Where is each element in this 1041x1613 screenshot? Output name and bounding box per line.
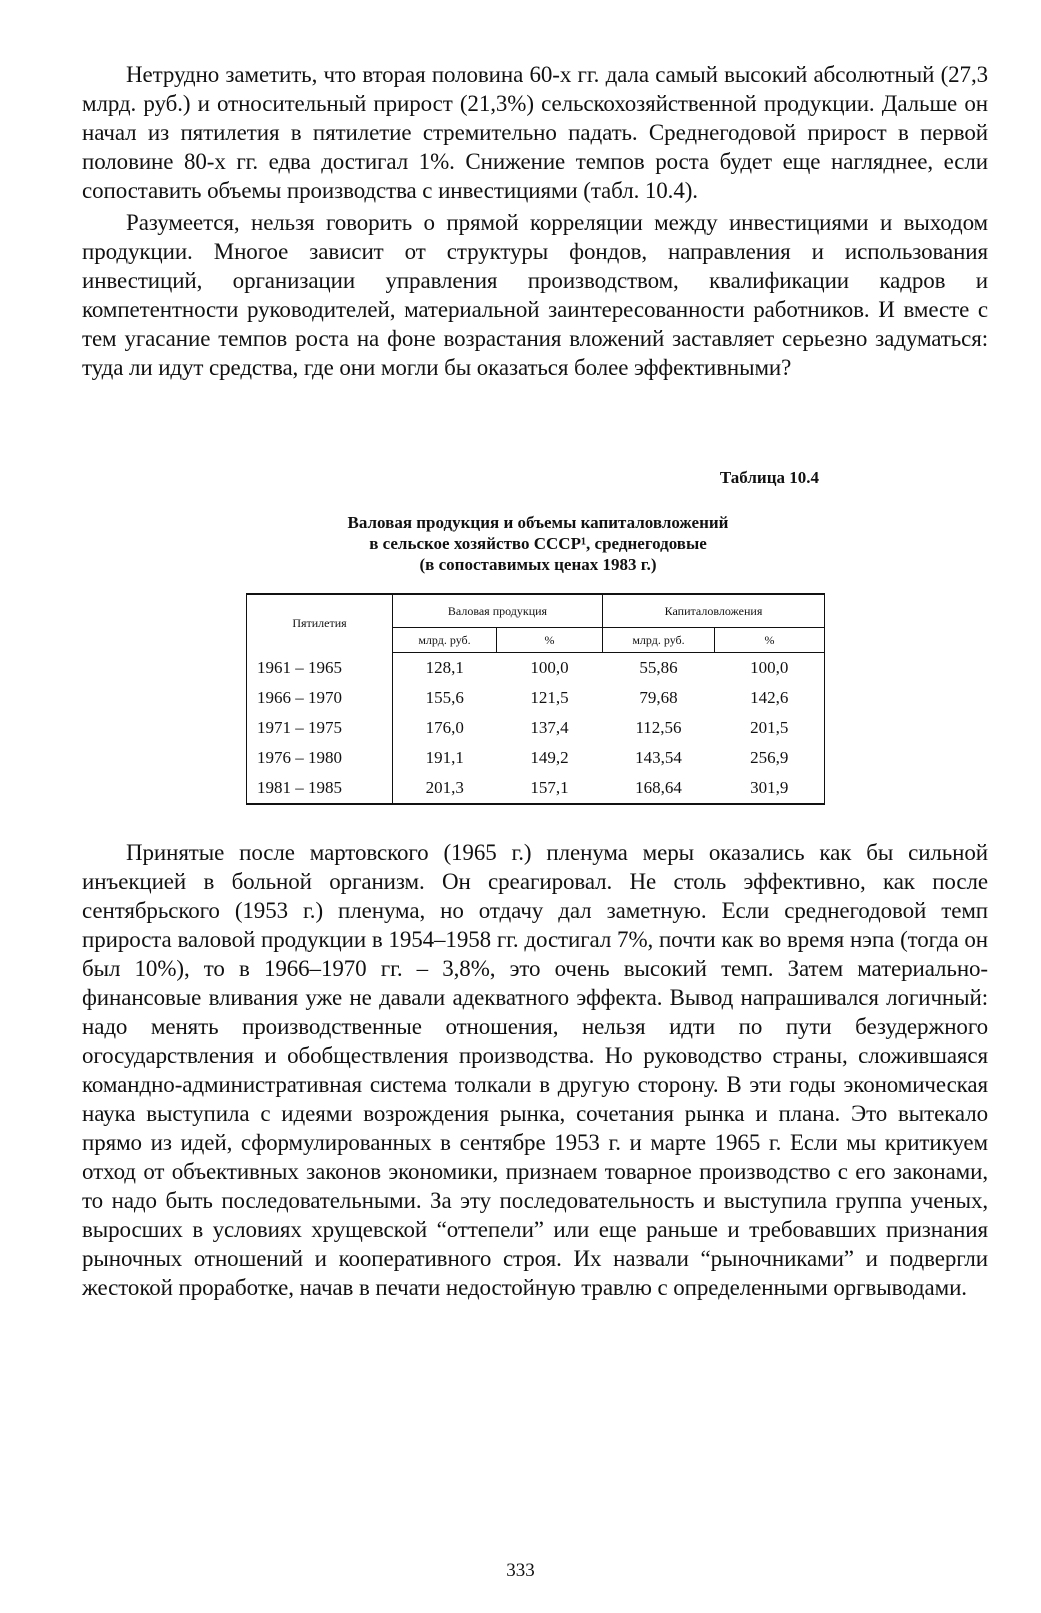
text-block-bottom bbox=[82, 838, 988, 1302]
cell-gross-pct: 137,4 bbox=[530, 718, 569, 737]
table-title-line: (в сопоставимых ценах 1983 г.) bbox=[419, 555, 657, 574]
header-investments: Капиталовложения bbox=[603, 594, 825, 628]
cell-gross-bn: 191,1 bbox=[425, 748, 464, 767]
cell-period: 1971 – 1975 bbox=[247, 713, 393, 743]
subheader-invest-bn: млрд. руб. bbox=[603, 628, 715, 653]
cell-invest-bn: 55,86 bbox=[639, 658, 678, 677]
header-gross-output: Валовая продукция bbox=[393, 594, 603, 628]
table-row bbox=[247, 683, 825, 713]
cell-gross-pct: 100,0 bbox=[530, 658, 569, 677]
cell-gross-bn: 155,6 bbox=[425, 688, 464, 707]
subheader-gross-pct: % bbox=[497, 628, 603, 653]
table-title bbox=[250, 512, 826, 575]
cell-invest-pct: 142,6 bbox=[750, 688, 789, 707]
cell-gross-bn: 201,3 bbox=[393, 773, 497, 804]
table-row bbox=[247, 713, 825, 743]
table-title-line: Валовая продукция и объемы капиталовложений bbox=[347, 513, 729, 532]
paragraph: Нетрудно заметить, что вторая половина 60-х гг. дала самый высокий абсолютный (27,3 млрд. руб.) и относительный прирост (21,3%) сельскохозяйственной продукции. Дальше он начал из пятилетия в пятилетие стремительно падать. Среднегодовой прирост в первой половине 80-х гг. едва достигал 1%. Снижение темпов роста будет еще нагляднее, если сопоставить объемы производства с инвестициями (табл. 10.4). bbox=[82, 62, 988, 203]
cell-invest-pct: 100,0 bbox=[750, 658, 789, 677]
subheader-gross-bn: млрд. руб. bbox=[393, 628, 497, 653]
text-block-top bbox=[82, 60, 988, 382]
cell-invest-pct: 301,9 bbox=[715, 773, 825, 804]
table-row bbox=[247, 653, 825, 684]
page-number: 333 bbox=[506, 1560, 535, 1581]
table-title-line: в сельское хозяйство СССР¹, среднегодовые bbox=[369, 534, 707, 553]
paragraph: Принятые после мартовского (1965 г.) пленума меры оказались как бы сильной инъекцией в больной организм. Он среагировал. Не столь эффективно, как после сентябрьского (1953 г.) пленума, но отдачу дал заметную. Если среднегодовой темп прироста валовой продукции в 1954–1958 гг. достигал 7%, почти как во время нэпа (тогда он был 10%), то в 1966–1970 гг. – 3,8%, это очень высокий темп. Затем материально-финансовые вливания уже не давали адекватного эффекта. Вывод напрашивался логичный: надо менять производственные отношения, нельзя идти по пути безудержного огосударствления и обобществления производства. Но руководство страны, сложившаяся командно-административная система толкали в другую сторону. В эти годы экономическая наука выступила с идеями возрождения рынка, сочетания рынка и плана. Это вытекало прямо из идей, сформулированных в сентябре 1953 г. и марте 1965 г. Если мы критикуем отход от объективных законов экономики, признаем товарное производство с его законами, то надо быть последовательными. За эту последовательность и выступила группа ученых, выросших в условиях хрущевской “оттепели” или еще раньше и требовавших признания рыночных отношений и кооперативного строя. Их назвали “рыночниками” и подвергли жестокой проработке, начав в печати недостойную травлю с определенными оргвыводами. bbox=[82, 840, 988, 1300]
table-row bbox=[247, 743, 825, 773]
cell-invest-bn: 79,68 bbox=[639, 688, 678, 707]
cell-gross-pct: 157,1 bbox=[497, 773, 603, 804]
cell-invest-bn: 143,54 bbox=[635, 748, 682, 767]
cell-period: 1976 – 1980 bbox=[247, 743, 393, 773]
data-table-container bbox=[246, 593, 824, 805]
cell-period: 1961 – 1965 bbox=[247, 653, 393, 684]
cell-gross-bn: 176,0 bbox=[425, 718, 464, 737]
table-number: Таблица 10.4 bbox=[719, 468, 819, 487]
cell-invest-pct: 201,5 bbox=[750, 718, 789, 737]
paragraph: Разумеется, нельзя говорить о прямой корреляции между инвестициями и выходом продукции. Многое зависит от структуры фондов, направления и использования инвестиций, организации управления производством, квалификации кадров и компетентности руководителей, материальной заинтересованности работников. И вместе с тем угасание темпов роста на фоне возрастания вложений заставляет серьезно задуматься: туда ли идут средства, где они могли бы оказаться более эффективными? bbox=[82, 210, 988, 380]
subheader-invest-pct: % bbox=[715, 628, 825, 653]
cell-gross-bn: 128,1 bbox=[425, 658, 464, 677]
table-row bbox=[247, 773, 825, 804]
cell-invest-pct: 256,9 bbox=[750, 748, 789, 767]
cell-period: 1966 – 1970 bbox=[247, 683, 393, 713]
cell-period: 1981 – 1985 bbox=[247, 773, 393, 804]
header-period: Пятилетия bbox=[247, 594, 393, 653]
cell-invest-bn: 112,56 bbox=[635, 718, 682, 737]
cell-gross-pct: 149,2 bbox=[530, 748, 569, 767]
cell-gross-pct: 121,5 bbox=[530, 688, 569, 707]
data-table bbox=[246, 593, 825, 805]
cell-invest-bn: 168,64 bbox=[603, 773, 715, 804]
